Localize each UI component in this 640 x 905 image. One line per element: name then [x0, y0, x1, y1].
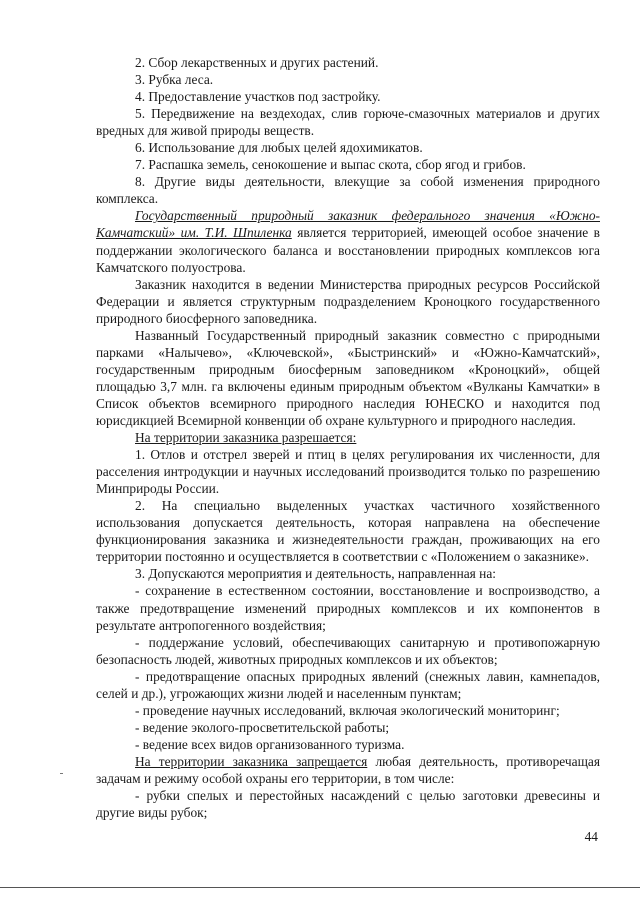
- allowed-bullet: - проведение научных исследований, включая экологический мониторинг;: [135, 702, 560, 718]
- prohibited-heading: На территории заказника запрещается: [135, 753, 368, 769]
- allowed-item: 1. Отлов и отстрел зверей и птиц в целях регулирования их численности, для расселения интродукции и научных исследований производится только по разрешению Минприроды России.: [96, 447, 600, 497]
- list-item: 2. Сбор лекарственных и других растений.: [135, 55, 379, 70]
- allowed-item: 2. На специально выделенных участках частичного хозяйственного использования допускается деятельность, которая направлена на обеспечение функционирования заказника и жизнедеятельности граждан, проживающих на его территории постоянно и осуществляется в соответствии с «Положением о заказнике».: [96, 498, 600, 565]
- prohibited-paragraph: [96, 753, 600, 787]
- list-item: 3. Рубка леса.: [135, 72, 214, 88]
- allowed-bullet: - ведение всех видов организованного туризма.: [135, 736, 405, 752]
- allowed-heading: На территории заказника разрешается:: [135, 430, 357, 446]
- list-item: 8. Другие виды деятельности, влекущие за собой изменения природного комплекса.: [96, 174, 600, 207]
- scan-speck: [60, 773, 63, 774]
- prohibited-bullet: - рубки спелых и перестойных насаждений с целью заготовки древесины и другие виды рубок;: [96, 788, 600, 821]
- ministry-paragraph: Заказник находится в ведении Министерства природных ресурсов Российской Федерации и является структурным подразделением Кроноцкого государственного природного биосферного заповедника.: [96, 276, 600, 326]
- prohibited-text: любая деятельность, противоречащая задачам и режиму особой охраны его территории, в том числе:: [96, 753, 600, 786]
- reserve-paragraph: [96, 207, 600, 275]
- list-item: 6. Использование для любых целей ядохимикатов.: [135, 140, 423, 156]
- list-item: 4. Предоставление участков под застройку.: [135, 89, 381, 105]
- allowed-bullet: - сохранение в естественном состоянии, восстановление и воспроизводство, а также предотвращение изменений природных комплексов и их компонентов в результате антропогенного воздействия;: [96, 583, 600, 633]
- allowed-bullet: - ведение эколого-просветительской работы;: [135, 719, 390, 735]
- reserve-description: является территорией, имеющей особое значение в поддержании экологического баланса и восстановлении природных комплексов юга Камчатского полуострова.: [96, 225, 600, 275]
- reserve-name: Государственный природный заказник федерального значения «Южно-Камчатский» им. Т.И. Шпиленка: [96, 208, 600, 241]
- body-text: [96, 54, 600, 821]
- list-item: 5. Передвижение на вездеходах, слив горюче-смазочных материалов и других вредных для живой природы веществ.: [96, 106, 600, 139]
- bottom-rule: [0, 887, 640, 888]
- allowed-bullet: - предотвращение опасных природных явлений (снежных лавин, камнепадов, селей и др.), угрожающих жизни людей и населенным пунктам;: [96, 668, 600, 701]
- allowed-bullet: - поддержание условий, обеспечивающих санитарную и противопожарную безопасность людей, животных природных комплексов и их объектов;: [96, 634, 600, 667]
- unesco-paragraph: Названный Государственный природный заказник совместно с природными парками «Налычево», «Ключевской», «Быстринский» и «Южно-Камчатский», государственным природным биосферным заповедником «Кроноцкий», общей площадью 3,7 млн. га включены единым природным объектом «Вулканы Камчатки» в Список объектов всемирного природного наследия ЮНЕСКО и находится под юрисдикцией Всемирной конвенции об охране культурного и природного наследия.: [96, 327, 600, 428]
- allowed-item: 3. Допускаются мероприятия и деятельность, направленная на:: [135, 566, 497, 582]
- list-item: 7. Распашка земель, сенокошение и выпас скота, сбор ягод и грибов.: [135, 157, 526, 173]
- page-number: 44: [584, 829, 598, 844]
